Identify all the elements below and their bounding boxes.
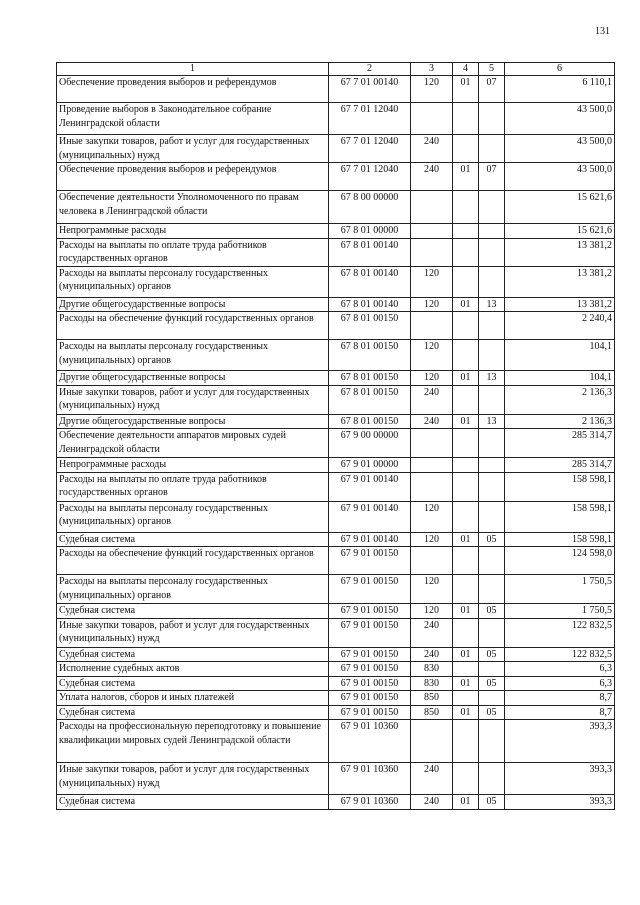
row-expense-type: 120 bbox=[411, 532, 453, 547]
row-code: 67 8 01 00000 bbox=[329, 224, 411, 239]
row-code: 67 9 01 00150 bbox=[329, 676, 411, 691]
row-name: Расходы на выплаты по оплате труда работников государственных органов bbox=[57, 472, 329, 501]
row-expense-type: 850 bbox=[411, 705, 453, 720]
table-row bbox=[57, 103, 615, 135]
table-row bbox=[57, 547, 615, 575]
row-name: Проведение выборов в Законодательное собрание Ленинградской области bbox=[57, 103, 329, 135]
row-code: 67 8 01 00140 bbox=[329, 266, 411, 297]
row-amount: 6,3 bbox=[505, 676, 615, 691]
row-expense-type: 830 bbox=[411, 676, 453, 691]
row-code: 67 9 01 00150 bbox=[329, 662, 411, 677]
row-code: 67 9 01 00000 bbox=[329, 458, 411, 473]
row-subsection: 05 bbox=[479, 532, 505, 547]
row-section bbox=[453, 103, 479, 135]
row-code: 67 9 01 00150 bbox=[329, 547, 411, 575]
row-name: Другие общегосударственные вопросы bbox=[57, 371, 329, 386]
row-amount: 124 598,0 bbox=[505, 547, 615, 575]
row-expense-type: 240 bbox=[411, 795, 453, 810]
row-section bbox=[453, 312, 479, 340]
row-name: Расходы на обеспечение функций государственных органов bbox=[57, 547, 329, 575]
row-amount: 1 750,5 bbox=[505, 575, 615, 604]
table-header bbox=[57, 63, 615, 76]
row-expense-type: 830 bbox=[411, 662, 453, 677]
table-row bbox=[57, 76, 615, 103]
row-section: 01 bbox=[453, 604, 479, 619]
table-body bbox=[57, 76, 615, 810]
row-amount: 158 598,1 bbox=[505, 532, 615, 547]
row-code: 67 9 01 00150 bbox=[329, 705, 411, 720]
row-code: 67 7 01 12040 bbox=[329, 163, 411, 191]
row-name: Иные закупки товаров, работ и услуг для государственных (муниципальных) нужд bbox=[57, 135, 329, 163]
col-header-5: 5 bbox=[479, 63, 505, 76]
row-amount: 43 500,0 bbox=[505, 163, 615, 191]
table-row bbox=[57, 532, 615, 547]
col-header-2: 2 bbox=[329, 63, 411, 76]
row-name: Судебная система bbox=[57, 705, 329, 720]
row-code: 67 9 01 00140 bbox=[329, 532, 411, 547]
row-section bbox=[453, 618, 479, 647]
row-section: 01 bbox=[453, 705, 479, 720]
table-row bbox=[57, 414, 615, 429]
row-expense-type: 120 bbox=[411, 76, 453, 103]
row-name: Непрограммные расходы bbox=[57, 458, 329, 473]
row-name: Исполнение судебных актов bbox=[57, 662, 329, 677]
row-expense-type: 240 bbox=[411, 414, 453, 429]
row-name: Обеспечение проведения выборов и референдумов bbox=[57, 163, 329, 191]
row-code: 67 7 01 12040 bbox=[329, 103, 411, 135]
table-row bbox=[57, 429, 615, 458]
row-amount: 122 832,5 bbox=[505, 647, 615, 662]
col-header-1: 1 bbox=[57, 63, 329, 76]
row-code: 67 8 01 00150 bbox=[329, 312, 411, 340]
row-name: Судебная система bbox=[57, 676, 329, 691]
row-expense-type bbox=[411, 720, 453, 763]
row-amount: 13 381,2 bbox=[505, 297, 615, 312]
row-subsection: 05 bbox=[479, 795, 505, 810]
row-subsection bbox=[479, 385, 505, 414]
row-name: Судебная система bbox=[57, 604, 329, 619]
table-row bbox=[57, 312, 615, 340]
row-expense-type bbox=[411, 429, 453, 458]
table-row bbox=[57, 647, 615, 662]
row-amount: 393,3 bbox=[505, 763, 615, 795]
row-subsection bbox=[479, 618, 505, 647]
row-code: 67 8 01 00150 bbox=[329, 371, 411, 386]
row-section bbox=[453, 238, 479, 266]
row-section: 01 bbox=[453, 163, 479, 191]
row-section: 01 bbox=[453, 795, 479, 810]
row-name: Судебная система bbox=[57, 532, 329, 547]
row-code: 67 8 01 00140 bbox=[329, 238, 411, 266]
row-section: 01 bbox=[453, 297, 479, 312]
row-name: Непрограммные расходы bbox=[57, 224, 329, 239]
row-section bbox=[453, 720, 479, 763]
row-amount: 8,7 bbox=[505, 705, 615, 720]
row-subsection bbox=[479, 691, 505, 706]
row-section bbox=[453, 135, 479, 163]
row-expense-type bbox=[411, 312, 453, 340]
row-section bbox=[453, 266, 479, 297]
budget-table bbox=[56, 62, 615, 810]
row-amount: 285 314,7 bbox=[505, 458, 615, 473]
table-row bbox=[57, 795, 615, 810]
row-subsection bbox=[479, 429, 505, 458]
row-amount: 2 240,4 bbox=[505, 312, 615, 340]
table-row bbox=[57, 575, 615, 604]
row-expense-type: 240 bbox=[411, 135, 453, 163]
row-section bbox=[453, 340, 479, 371]
row-amount: 8,7 bbox=[505, 691, 615, 706]
row-code: 67 9 01 00140 bbox=[329, 472, 411, 501]
row-code: 67 8 01 00150 bbox=[329, 340, 411, 371]
row-code: 67 9 01 00150 bbox=[329, 691, 411, 706]
row-subsection bbox=[479, 547, 505, 575]
row-expense-type bbox=[411, 103, 453, 135]
row-expense-type: 850 bbox=[411, 691, 453, 706]
row-name: Расходы на обеспечение функций государственных органов bbox=[57, 312, 329, 340]
row-subsection: 07 bbox=[479, 163, 505, 191]
row-amount: 13 381,2 bbox=[505, 266, 615, 297]
row-name: Расходы на выплаты персоналу государственных (муниципальных) органов bbox=[57, 575, 329, 604]
row-subsection bbox=[479, 103, 505, 135]
row-expense-type: 240 bbox=[411, 618, 453, 647]
table-row bbox=[57, 385, 615, 414]
row-code: 67 9 01 00150 bbox=[329, 575, 411, 604]
row-section: 01 bbox=[453, 414, 479, 429]
row-subsection bbox=[479, 224, 505, 239]
row-code: 67 9 01 00140 bbox=[329, 501, 411, 532]
row-name: Обеспечение деятельности аппаратов мировых судей Ленинградской области bbox=[57, 429, 329, 458]
row-subsection bbox=[479, 266, 505, 297]
row-subsection: 13 bbox=[479, 414, 505, 429]
row-code: 67 9 01 00150 bbox=[329, 618, 411, 647]
row-subsection bbox=[479, 763, 505, 795]
row-code: 67 9 01 10360 bbox=[329, 763, 411, 795]
row-amount: 393,3 bbox=[505, 795, 615, 810]
table-row bbox=[57, 238, 615, 266]
row-expense-type: 240 bbox=[411, 163, 453, 191]
row-subsection bbox=[479, 238, 505, 266]
row-section bbox=[453, 224, 479, 239]
row-expense-type: 120 bbox=[411, 501, 453, 532]
row-section: 01 bbox=[453, 676, 479, 691]
row-expense-type: 120 bbox=[411, 266, 453, 297]
row-expense-type bbox=[411, 472, 453, 501]
row-section bbox=[453, 501, 479, 532]
row-section bbox=[453, 691, 479, 706]
row-subsection: 13 bbox=[479, 297, 505, 312]
row-code: 67 8 01 00150 bbox=[329, 385, 411, 414]
row-subsection: 05 bbox=[479, 604, 505, 619]
row-expense-type: 240 bbox=[411, 647, 453, 662]
table-row bbox=[57, 604, 615, 619]
row-subsection bbox=[479, 501, 505, 532]
row-subsection: 13 bbox=[479, 371, 505, 386]
row-name: Судебная система bbox=[57, 647, 329, 662]
table-row bbox=[57, 705, 615, 720]
row-subsection: 07 bbox=[479, 76, 505, 103]
table-row bbox=[57, 163, 615, 191]
table-row bbox=[57, 676, 615, 691]
row-expense-type bbox=[411, 238, 453, 266]
row-section bbox=[453, 763, 479, 795]
table-row bbox=[57, 371, 615, 386]
row-expense-type bbox=[411, 191, 453, 224]
row-name: Расходы на профессиональную переподготовку и повышение квалификации мировых судей Ленинградской области bbox=[57, 720, 329, 763]
row-expense-type bbox=[411, 547, 453, 575]
row-code: 67 8 00 00000 bbox=[329, 191, 411, 224]
row-section: 01 bbox=[453, 371, 479, 386]
row-code: 67 8 01 00140 bbox=[329, 297, 411, 312]
row-section bbox=[453, 575, 479, 604]
table-row bbox=[57, 501, 615, 532]
row-subsection bbox=[479, 720, 505, 763]
row-amount: 43 500,0 bbox=[505, 135, 615, 163]
row-name: Уплата налогов, сборов и иных платежей bbox=[57, 691, 329, 706]
row-code: 67 9 00 00000 bbox=[329, 429, 411, 458]
row-code: 67 8 01 00150 bbox=[329, 414, 411, 429]
row-subsection bbox=[479, 472, 505, 501]
row-name: Судебная система bbox=[57, 795, 329, 810]
row-name: Расходы на выплаты персоналу государственных (муниципальных) органов bbox=[57, 501, 329, 532]
row-subsection: 05 bbox=[479, 676, 505, 691]
table-row bbox=[57, 763, 615, 795]
row-section bbox=[453, 662, 479, 677]
row-code: 67 9 01 00150 bbox=[329, 647, 411, 662]
row-subsection: 05 bbox=[479, 647, 505, 662]
row-code: 67 9 01 10360 bbox=[329, 720, 411, 763]
table-row bbox=[57, 340, 615, 371]
row-name: Другие общегосударственные вопросы bbox=[57, 414, 329, 429]
row-name: Расходы на выплаты персоналу государственных (муниципальных) органов bbox=[57, 340, 329, 371]
row-subsection bbox=[479, 458, 505, 473]
row-name: Иные закупки товаров, работ и услуг для государственных (муниципальных) нужд bbox=[57, 763, 329, 795]
row-section: 01 bbox=[453, 76, 479, 103]
row-section: 01 bbox=[453, 647, 479, 662]
row-amount: 104,1 bbox=[505, 340, 615, 371]
table-row bbox=[57, 662, 615, 677]
row-amount: 15 621,6 bbox=[505, 191, 615, 224]
row-code: 67 9 01 00150 bbox=[329, 604, 411, 619]
row-expense-type: 240 bbox=[411, 385, 453, 414]
row-subsection bbox=[479, 662, 505, 677]
row-amount: 158 598,1 bbox=[505, 472, 615, 501]
row-section bbox=[453, 429, 479, 458]
row-amount: 158 598,1 bbox=[505, 501, 615, 532]
table-row bbox=[57, 472, 615, 501]
row-name: Обеспечение деятельности Уполномоченного по правам человека в Ленинградской области bbox=[57, 191, 329, 224]
row-amount: 6,3 bbox=[505, 662, 615, 677]
row-expense-type: 120 bbox=[411, 297, 453, 312]
row-section bbox=[453, 547, 479, 575]
row-subsection bbox=[479, 312, 505, 340]
table-row bbox=[57, 224, 615, 239]
table-row bbox=[57, 458, 615, 473]
row-section: 01 bbox=[453, 532, 479, 547]
row-section bbox=[453, 458, 479, 473]
row-amount: 6 110,1 bbox=[505, 76, 615, 103]
row-subsection bbox=[479, 340, 505, 371]
row-amount: 122 832,5 bbox=[505, 618, 615, 647]
table-row bbox=[57, 618, 615, 647]
row-amount: 2 136,3 bbox=[505, 385, 615, 414]
row-name: Другие общегосударственные вопросы bbox=[57, 297, 329, 312]
col-header-3: 3 bbox=[411, 63, 453, 76]
row-code: 67 7 01 12040 bbox=[329, 135, 411, 163]
row-amount: 285 314,7 bbox=[505, 429, 615, 458]
row-section bbox=[453, 472, 479, 501]
row-expense-type: 120 bbox=[411, 575, 453, 604]
row-name: Расходы на выплаты персоналу государственных (муниципальных) органов bbox=[57, 266, 329, 297]
row-subsection bbox=[479, 575, 505, 604]
row-amount: 393,3 bbox=[505, 720, 615, 763]
row-expense-type bbox=[411, 458, 453, 473]
col-header-4: 4 bbox=[453, 63, 479, 76]
table-row bbox=[57, 191, 615, 224]
row-amount: 13 381,2 bbox=[505, 238, 615, 266]
col-header-6: 6 bbox=[505, 63, 615, 76]
row-name: Обеспечение проведения выборов и референдумов bbox=[57, 76, 329, 103]
row-code: 67 9 01 10360 bbox=[329, 795, 411, 810]
row-name: Иные закупки товаров, работ и услуг для государственных (муниципальных) нужд bbox=[57, 618, 329, 647]
row-amount: 15 621,6 bbox=[505, 224, 615, 239]
row-name: Расходы на выплаты по оплате труда работников государственных органов bbox=[57, 238, 329, 266]
row-amount: 1 750,5 bbox=[505, 604, 615, 619]
row-name: Иные закупки товаров, работ и услуг для государственных (муниципальных) нужд bbox=[57, 385, 329, 414]
row-section bbox=[453, 385, 479, 414]
row-subsection: 05 bbox=[479, 705, 505, 720]
table-row bbox=[57, 720, 615, 763]
row-expense-type: 120 bbox=[411, 371, 453, 386]
row-section bbox=[453, 191, 479, 224]
row-amount: 104,1 bbox=[505, 371, 615, 386]
row-expense-type: 120 bbox=[411, 340, 453, 371]
row-expense-type: 240 bbox=[411, 763, 453, 795]
table-row bbox=[57, 266, 615, 297]
table-row bbox=[57, 297, 615, 312]
table-row bbox=[57, 135, 615, 163]
row-subsection bbox=[479, 191, 505, 224]
table-row bbox=[57, 691, 615, 706]
row-amount: 2 136,3 bbox=[505, 414, 615, 429]
row-code: 67 7 01 00140 bbox=[329, 76, 411, 103]
row-expense-type bbox=[411, 224, 453, 239]
row-expense-type: 120 bbox=[411, 604, 453, 619]
row-amount: 43 500,0 bbox=[505, 103, 615, 135]
row-subsection bbox=[479, 135, 505, 163]
page-number: 131 bbox=[595, 26, 610, 37]
